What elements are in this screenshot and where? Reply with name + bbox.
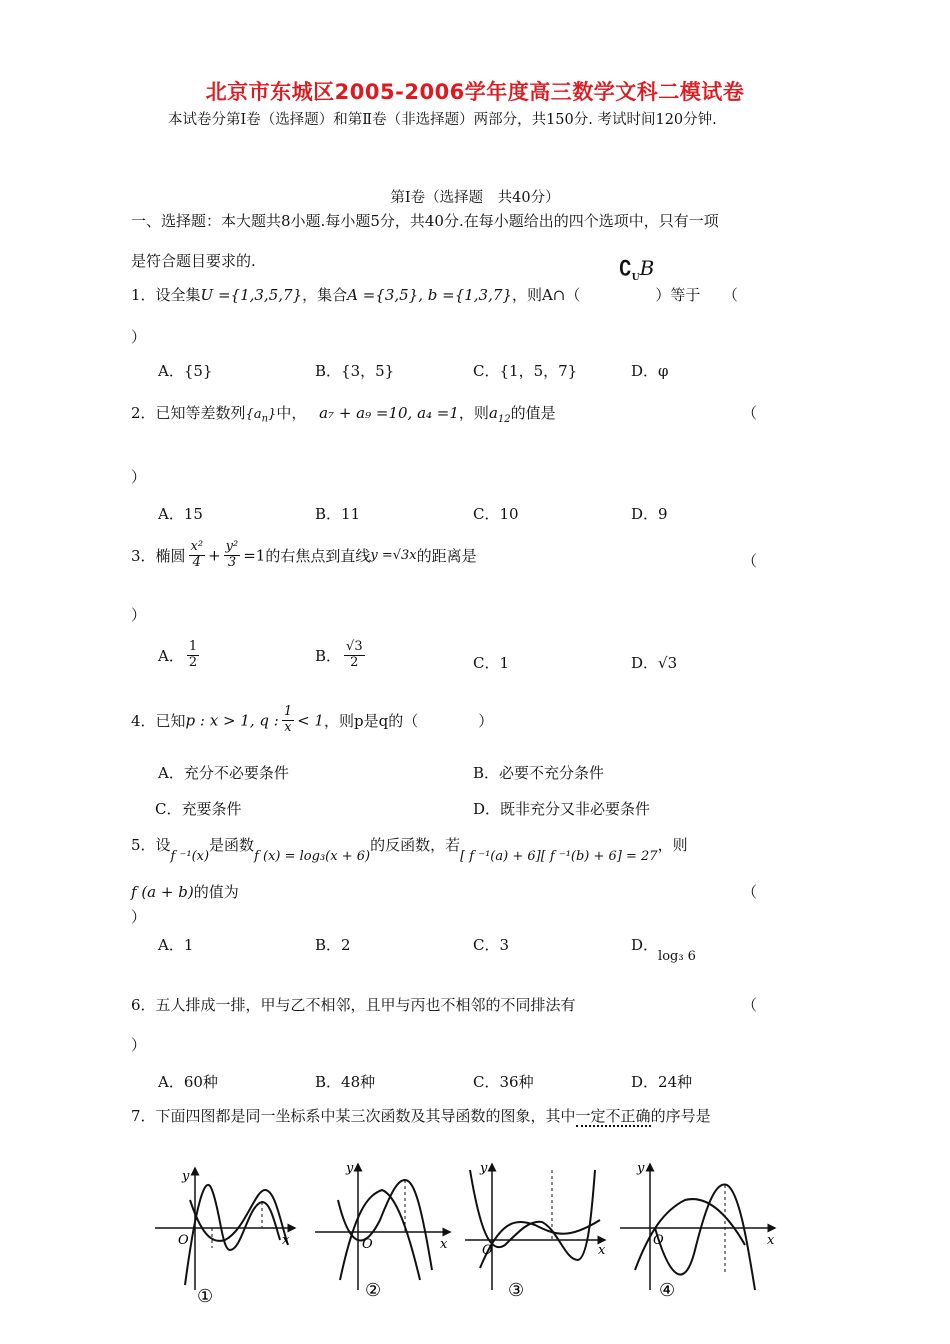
q7-graphs <box>150 1150 790 1310</box>
q2-stem: 2．已知等差数列$\{a_n\}$中， a₇ + a₉ =10, a₄ =1，则$a_{12}$的值是 <box>131 404 556 425</box>
q4-stem: 4．已知p : x > 1, q : $\frac{1}{x}$ < 1，则p是q的（ ） <box>131 704 494 735</box>
q1-option-a: A．{5} <box>158 362 213 380</box>
instructions-line1: 一、选择题：本大题共8小题.每小题5分，共40分.在每小题给出的四个选项中，只有一项 <box>131 212 719 230</box>
q6-stem: 6．五人排成一排，甲与乙不相邻，且甲与丙也不相邻的不同排法有 <box>131 996 576 1014</box>
q1-option-d: D．φ <box>631 362 669 380</box>
q4-option-d: D．既非充分又非必要条件 <box>473 800 651 818</box>
graph-2-x-label: x <box>440 1237 448 1252</box>
q6-option-d: D．24种 <box>631 1073 693 1091</box>
q3-frac-x: $\frac{\text{x²}}{4}$ <box>190 539 204 570</box>
q4-option-c: C．充要条件 <box>155 800 242 818</box>
q2-option-c: C．10 <box>473 505 519 523</box>
exam-subtitle: 本试卷分第Ⅰ卷（选择题）和第Ⅱ卷（非选择题）两部分，共150分. 考试时间120分钟. <box>168 112 717 128</box>
graph-2-curve-b <box>340 1190 420 1280</box>
q6-option-a: A．60种 <box>158 1073 218 1091</box>
q5-option-b: B．2 <box>315 936 351 954</box>
graph-1-y-label: y <box>182 1169 190 1184</box>
q3-option-a: A． $\frac{1}{2}$ <box>158 639 198 670</box>
q2-open-paren: （ <box>742 404 758 422</box>
graph-2-label: ② <box>365 1280 382 1301</box>
instructions-line2: 是符合题目要求的. <box>131 252 256 270</box>
graph-4 <box>620 1161 775 1301</box>
graph-2 <box>315 1161 450 1301</box>
q5-option-c: C．3 <box>473 936 510 954</box>
q6-open-paren: （ <box>742 996 758 1014</box>
q3-stem: 3．椭圆 $\frac{\text{x²}}{4}$ + $\frac{\text{y²}}{3}$ =1的右焦点到直线y =√3x的距离是 <box>131 539 477 570</box>
graph-2-origin: O <box>362 1237 373 1252</box>
q5-option-d: D．log₃ 6 <box>631 936 696 964</box>
graph-1 <box>155 1168 295 1307</box>
q4-option-a: A．充分不必要条件 <box>158 764 289 782</box>
q6-option-b: B．48种 <box>315 1073 376 1091</box>
q5-option-a: A．1 <box>158 936 194 954</box>
q5-open-paren: （ <box>742 883 758 901</box>
graph-2-y-label: y <box>346 1161 354 1176</box>
graph-1-label: ① <box>197 1286 214 1307</box>
q7-stem: 7．下面四图都是同一坐标系中某三次函数及其导函数的图象，其中一定不正确的序号是 <box>131 1107 711 1125</box>
graph-3-y-label: y <box>480 1161 488 1176</box>
graph-4-label: ④ <box>659 1280 676 1301</box>
exam-title: 北京市东城区2005-2006学年度高三数学文科二模试卷 <box>205 80 745 104</box>
graph-1-x-label: x <box>282 1233 290 1248</box>
q1-stem: 1．设全集U ={1,3,5,7}，集合A ={3,5}, b ={1,3,7}，则A∩（ ）等于 （ <box>131 286 738 304</box>
q5-close-paren: ） <box>131 908 147 926</box>
q3-option-b: B． $\frac{√3}{2}$ <box>315 639 363 670</box>
q5-stem: 5．设f ⁻¹(x)是函数f (x) = log₃(x + 6)的反函数，若[ f ⁻¹(a) + 6][ f ⁻¹(b) + 6] = 27，则 <box>131 836 688 864</box>
graph-4-y-label: y <box>637 1161 645 1176</box>
q1-option-b: B．{3，5} <box>315 362 395 380</box>
q1-option-c: C．{1，5，7} <box>473 362 578 380</box>
q3-frac-y: $\frac{\text{y²}}{3}$ <box>225 539 239 570</box>
q4-option-b: B．必要不充分条件 <box>473 764 605 782</box>
q1-close: ） <box>131 328 147 346</box>
q6-option-c: C．36种 <box>473 1073 534 1091</box>
graph-4-x-label: x <box>767 1233 775 1248</box>
graph-3-origin: O <box>482 1243 493 1258</box>
graph-1-origin: O <box>178 1233 189 1248</box>
graph-3-curve-b <box>480 1220 600 1268</box>
graph-3-label: ③ <box>508 1280 525 1301</box>
graph-3 <box>465 1161 606 1301</box>
q3-option-d: D．√3 <box>631 654 678 672</box>
q2-option-b: B．11 <box>315 505 361 523</box>
graph-4-origin: O <box>653 1233 664 1248</box>
q5-stem-cont: f (a + b)的值为 <box>131 883 239 901</box>
graph-2-curve-a <box>338 1180 432 1270</box>
q3-open-paren: （ <box>742 552 758 570</box>
q2-option-a: A．15 <box>158 505 203 523</box>
q7-emphasis: 一定不正确 <box>575 1107 651 1125</box>
q2-option-d: D．9 <box>631 505 668 523</box>
q3-close-paren: ） <box>131 606 147 624</box>
graph-3-x-label: x <box>598 1243 606 1258</box>
q1-complement-symbol: $∁_UB$ <box>619 256 655 283</box>
q2-close-paren: ） <box>131 468 147 486</box>
q6-close-paren: ） <box>131 1036 147 1054</box>
part1-heading: 第Ⅰ卷（选择题 共40分） <box>390 190 560 206</box>
graph-4-curve-a <box>635 1199 745 1270</box>
q3-option-c: C．1 <box>473 654 510 672</box>
